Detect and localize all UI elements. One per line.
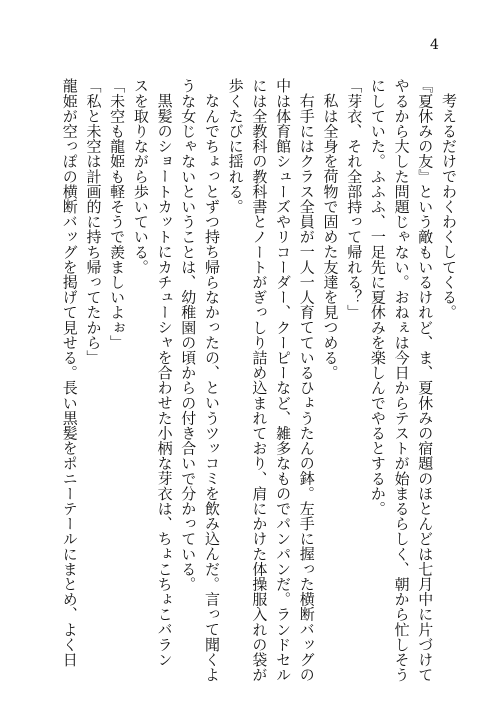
text-line: 歩くたびに揺れる。 [226, 78, 245, 214]
text-line: 「未空も龍姫も軽そうで羨ましいよぉ」 [108, 78, 127, 350]
text-line: やるから大した問題じゃない。おねぇは今日からテストが始まるらしく、朝から忙しそう [392, 78, 411, 682]
text-line: 右手にはクラス全員が一人一人育てているひょうたんの鉢。左手に握った横断バッグの [297, 93, 316, 682]
text-line: 龍姫が空っぽの横断バッグを掲げて見せる。長い黒髪をポニーテールにまとめ、よく日 [60, 78, 79, 667]
text-line: 「私と未空は計画的に持ち帰ってたから」 [84, 78, 103, 365]
text-line: うな女じゃないということは、幼稚園の頃からの付き合いで分かっている。 [179, 78, 198, 592]
text-line: 「芽衣、それ全部持って帰れる？」 [345, 78, 364, 320]
text-line: 中は体育館シューズやリコーダー、クーピーなど、雑多なものでパンパンだ。ランドセル [274, 78, 293, 682]
page-number: 4 [430, 37, 439, 53]
text-line: なんでちょっとずつ持ち帰らなかったの、というツッコミを飲み込んだ。言って聞くよ [202, 93, 221, 682]
text-line: 『夏休みの友』という敵もいるけれど、ま、夏休みの宿題のほとんどは七月中に片づけて [416, 78, 435, 682]
vertical-text-body [60, 78, 460, 682]
text-line: には全教科の教科書とノートがぎっしり詰め込まれており、肩にかけた体操服入れの袋が [250, 78, 269, 682]
text-line: 私は全身を荷物で固めた友達を見つめる。 [321, 93, 340, 380]
text-line: にしていた。ふふふ、一足先に夏休みを楽しんでやるとするか。 [368, 78, 387, 516]
text-line: 黒髪のショートカットにカチューシャを合わせた小柄な芽衣は、ちょこちょこバラン [155, 93, 174, 667]
text-line: スを取りながら歩いている。 [131, 78, 150, 275]
text-line: 考えるだけでわくわくしてくる。 [440, 93, 458, 320]
